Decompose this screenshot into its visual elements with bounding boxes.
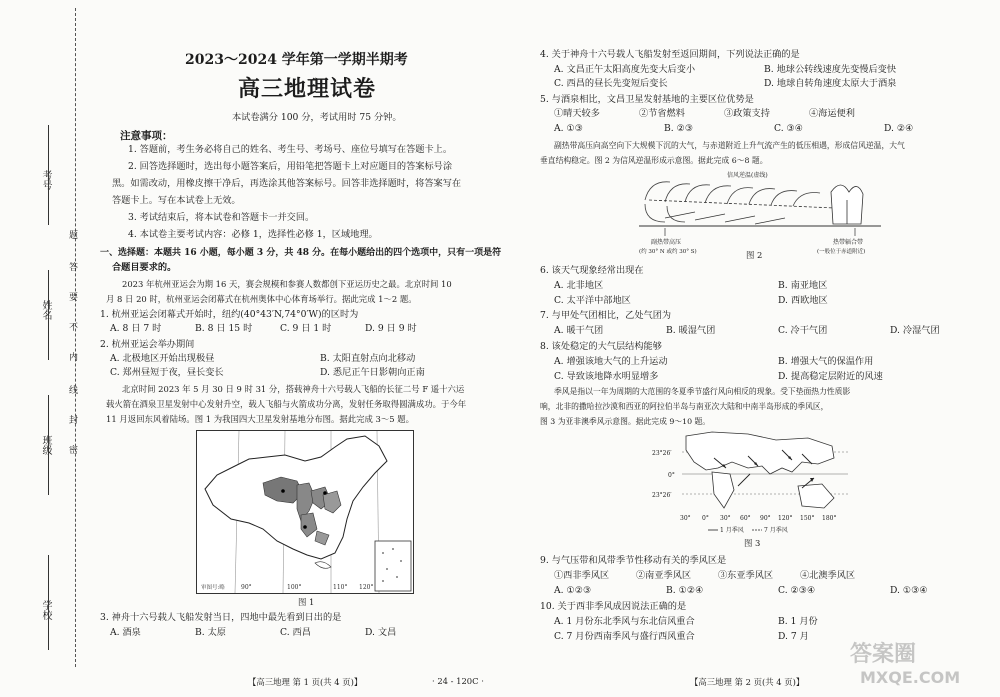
page-2 <box>530 0 1000 697</box>
figure-2-top-label: 信风逆温(虚线) <box>727 172 768 179</box>
underline <box>48 555 49 650</box>
question-4-options-a <box>554 64 974 76</box>
question-3: 3. 神舟十六号载人飞船发射当日，四地中最先看到日出的是 <box>100 612 342 623</box>
option: C. 导致该地降水明显增多 <box>554 371 659 382</box>
watermark-logo <box>830 633 980 691</box>
passage-line: 11 月返回东风着陆场。图 1 为我国四大卫星发射基地分布图。据此完成 3～5 题。 <box>106 414 414 424</box>
question-10-options-b <box>554 631 809 643</box>
seal-char: 密 <box>67 445 77 454</box>
figure-2-left-label: 副热带高压 <box>651 239 682 246</box>
seal-line <box>75 8 76 667</box>
longitude-label: 180° <box>822 515 837 522</box>
question-6: 6. 该天气现象经常出现在 <box>540 265 644 276</box>
seal-char: 答 <box>67 262 77 271</box>
longitude-label: 100° <box>287 584 302 591</box>
seal-char: 要 <box>67 292 77 301</box>
underline <box>48 125 49 225</box>
option: B. 1 月份 <box>778 616 818 627</box>
option: C. 西昌的昼长先变短后变长 <box>554 78 668 89</box>
passage-line: 北京时间 2023 年 5 月 30 日 9 时 31 分，搭载神舟十六号载人飞船的长征二号 F 遥十六运 <box>122 384 465 394</box>
item: ①晴天较多 <box>554 108 600 119</box>
page-footer: 【高三地理 第 1 页(共 4 页)】 <box>248 677 363 687</box>
option: D. 文昌 <box>365 627 397 638</box>
question-5: 5. 与酒泉相比，文昌卫星发射基地的主要区位优势是 <box>540 94 754 105</box>
item: ②节省燃料 <box>639 108 685 119</box>
longitude-label: 110° <box>333 584 348 591</box>
underline <box>48 395 49 495</box>
option: B. 地球公转线速度先变慢后变快 <box>764 64 897 75</box>
question-7: 7. 与甲处气团相比，乙处气团为 <box>540 310 672 321</box>
seal-char: 内 <box>67 352 77 361</box>
figure-1-caption: 图 1 <box>298 597 315 607</box>
note-line: 答题卡上。写在本试卷上无效。 <box>112 195 241 206</box>
question-10-options-a <box>554 616 818 628</box>
passage-line: 载火箭在酒泉卫星发射中心发射升空，载人飞船与火箭成功分离，发射任务取得圆满成功。于今年 <box>106 399 467 409</box>
item: ①西非季风区 <box>554 570 610 581</box>
longitude-label: 120° <box>778 515 793 522</box>
china-map-graphic <box>197 431 413 593</box>
option: D. ②④ <box>884 123 914 134</box>
option: A. 酒泉 <box>110 627 141 638</box>
figure-3-monsoon-map <box>652 428 852 538</box>
map-approval-note: 审图号:略 <box>201 585 225 591</box>
seal-char: 题 <box>67 230 77 239</box>
page-footer: 【高三地理 第 2 页(共 4 页)】 <box>690 677 805 687</box>
page-title: 高三地理试卷 <box>238 76 377 102</box>
figure-2-left-sub: (约 30° N 或约 30° S) <box>639 249 697 255</box>
option: C. 冷干气团 <box>778 325 828 336</box>
question-2: 2. 杭州亚运会举办期间 <box>100 339 195 350</box>
question-10: 10. 关于西非季风成因说法正确的是 <box>540 601 687 612</box>
longitude-label: 90° <box>241 584 252 591</box>
option: C. 7 月份西南季风与盛行西风重合 <box>554 631 695 642</box>
longitude-label: 30° <box>680 515 691 522</box>
option: B. 8 日 15 时 <box>195 323 253 334</box>
option: A. 北极地区开始出现极昼 <box>110 353 215 364</box>
latitude-label: 23°26′ <box>652 492 672 499</box>
question-3-options <box>110 627 450 639</box>
option: B. ①②④ <box>666 585 704 596</box>
gutter-label-name: 姓名 <box>40 300 51 320</box>
figure-1-map <box>196 430 414 594</box>
question-9-items <box>554 570 855 582</box>
note-line: 2. 回答选择题时，选出每小题答案后，用铅笔把答题卡上对应题目的答案标号涂 <box>128 161 453 172</box>
note-line: 黑。如需改动，用橡皮擦干净后，再选涂其他答案标号。回答非选择题时，将答案写在 <box>112 178 462 189</box>
passage-line: 垂直结构稳定。图 2 为信风逆温形成示意图。据此完成 6～8 题。 <box>540 156 768 165</box>
figure-2-diagram <box>635 170 885 258</box>
notes-title: 注意事项： <box>120 130 173 142</box>
option: A. 暖干气团 <box>554 325 604 336</box>
latitude-label: 0° <box>668 472 675 479</box>
section-heading: 一、选择题：本题共 16 小题，每小题 3 分，共 48 分。在每小题给出的四个选项中，只有一项是符 <box>100 248 502 258</box>
exam-code: · 24 - 120C · <box>432 676 484 686</box>
option: A. 北非地区 <box>554 280 604 291</box>
question-2-options-a <box>110 353 530 365</box>
watermark-text: MXQE.COM <box>860 668 961 687</box>
option: A. ①③ <box>554 123 583 134</box>
note-line: 4. 本试卷主要考试内容：必修 1，选择性必修 1，区域地理。 <box>128 229 378 240</box>
section-heading-cont: 合题目要求的。 <box>112 262 177 273</box>
gutter-label-exam-no: 考号 <box>40 170 51 190</box>
option: A. ①②③ <box>554 585 592 596</box>
item: ④北澳季风区 <box>800 570 856 581</box>
option: A. 文昌正午太阳高度先变大后变小 <box>554 64 696 75</box>
option: D. 提高稳定层附近的风速 <box>778 371 883 382</box>
question-6-options-b <box>554 295 828 307</box>
longitude-label: 60° <box>740 515 751 522</box>
gutter-label-school: 学校 <box>40 600 51 620</box>
longitude-label: 90° <box>760 515 771 522</box>
option: B. 暖湿气团 <box>666 325 716 336</box>
option: A. 增强该地大气的上升运动 <box>554 356 668 367</box>
option: A. 1 月份东北季风与东北信风重合 <box>554 616 695 627</box>
longitude-label: 150° <box>800 515 815 522</box>
longitude-label: 120° <box>359 584 374 591</box>
question-5-items <box>554 108 894 120</box>
underline <box>48 270 49 360</box>
option: D. 悉尼正午日影朝向正南 <box>320 367 425 378</box>
passage-line: 季风是指以一年为周期的大范围的冬夏季节盛行风向相反的现象。受下垫面热力性质影 <box>554 387 851 396</box>
gutter-label-class: 班级 <box>40 435 51 455</box>
option: D. 西欧地区 <box>778 295 828 306</box>
option: B. 太阳直射点向北移动 <box>320 353 416 364</box>
option: B. 增强大气的保温作用 <box>778 356 874 367</box>
option: B. ②③ <box>664 123 694 134</box>
passage-line: 2023 年杭州亚运会为期 16 天，赛会规模和参赛人数都创下亚运历史之最。北京时间 10 <box>122 279 452 289</box>
figure-2-right-sub: (一般位于赤道附近) <box>817 249 866 255</box>
legend-july: 7 月季风 <box>764 527 788 534</box>
option: C. 西昌 <box>280 627 311 638</box>
option: D. 地球自转角速度太原大于酒泉 <box>764 78 897 89</box>
longitude-label: 0° <box>702 515 709 522</box>
figure-2-caption: 图 2 <box>746 250 763 260</box>
option: D. 7 月 <box>778 631 809 642</box>
exam-header: 2023～2024 学年第一学期半期考 <box>185 52 408 68</box>
option: A. 8 日 7 时 <box>110 323 162 334</box>
figure-3-caption: 图 3 <box>744 538 761 548</box>
question-8: 8. 该处稳定的大气层结构能够 <box>540 341 662 352</box>
option: D. 冷湿气团 <box>890 325 940 336</box>
seal-char: 不 <box>67 322 77 331</box>
option: C. 郑州昼短于夜，昼长变长 <box>110 367 224 378</box>
question-8-options-b <box>554 371 883 383</box>
question-9-options <box>554 585 928 597</box>
question-1-options <box>110 323 450 335</box>
passage-line: 响，北非的撒哈拉沙漠和西亚的阿拉伯半岛与南亚次大陆和中南半岛形成的季风区， <box>540 402 829 411</box>
legend-january: 1 月季风 <box>720 527 744 534</box>
option: C. 太平洋中部地区 <box>554 295 631 306</box>
exam-meta: 本试卷满分 100 分，考试用时 75 分钟。 <box>232 112 402 123</box>
option: D. 9 日 9 时 <box>365 323 417 334</box>
question-7-options <box>554 325 940 337</box>
option: C. ②③④ <box>778 585 816 596</box>
item: ②南亚季风区 <box>636 570 692 581</box>
longitude-label: 30° <box>720 515 731 522</box>
seal-char: 封 <box>67 415 77 424</box>
figure-2-right-label: 热带辐合带 <box>833 239 864 246</box>
question-4-options-b <box>554 78 974 90</box>
seal-char: 线 <box>67 385 77 394</box>
option: C. 9 日 1 时 <box>280 323 332 334</box>
svg-text:答案圈: 答案圈 <box>850 642 917 667</box>
passage-line: 月 8 日 20 时，杭州亚运会闭幕式在杭州奥体中心体育场举行。据此完成 1～2 题。 <box>106 294 417 304</box>
question-1: 1. 杭州亚运会闭幕式开始时，纽约(40°43′N,74°0′W)的区时为 <box>100 309 359 320</box>
item: ④海运便利 <box>809 108 855 119</box>
question-4: 4. 关于神舟十六号载人飞船发射至返回期间，下列说法正确的是 <box>540 49 800 60</box>
latitude-label: 23°26′ <box>652 450 672 457</box>
passage-line: 副热带高压向高空向下大规模下沉的大气，与赤道附近上升气流产生的低压相遇，形成信风逆温，大气 <box>554 141 905 150</box>
question-6-options-a <box>554 280 827 292</box>
question-5-options <box>554 123 913 135</box>
option: C. ③④ <box>774 123 804 134</box>
passage-line: 图 3 为亚非澳季风示意图。据此完成 9～10 题。 <box>540 417 711 426</box>
option: D. ①③④ <box>890 585 928 596</box>
note-line: 1. 答题前，考生务必将自己的姓名、考生号、考场号、座位号填写在答题卡上。 <box>128 144 453 155</box>
question-9: 9. 与气压带和风带季节性移动有关的季风区是 <box>540 555 727 566</box>
option: B. 太原 <box>195 627 226 638</box>
note-line: 3. 考试结束后，将本试卷和答题卡一并交回。 <box>128 212 315 223</box>
question-2-options-b <box>110 367 530 379</box>
option: B. 南亚地区 <box>778 280 828 291</box>
item: ③东亚季风区 <box>718 570 774 581</box>
item: ③政策支持 <box>724 108 770 119</box>
question-8-options-a <box>554 356 873 368</box>
